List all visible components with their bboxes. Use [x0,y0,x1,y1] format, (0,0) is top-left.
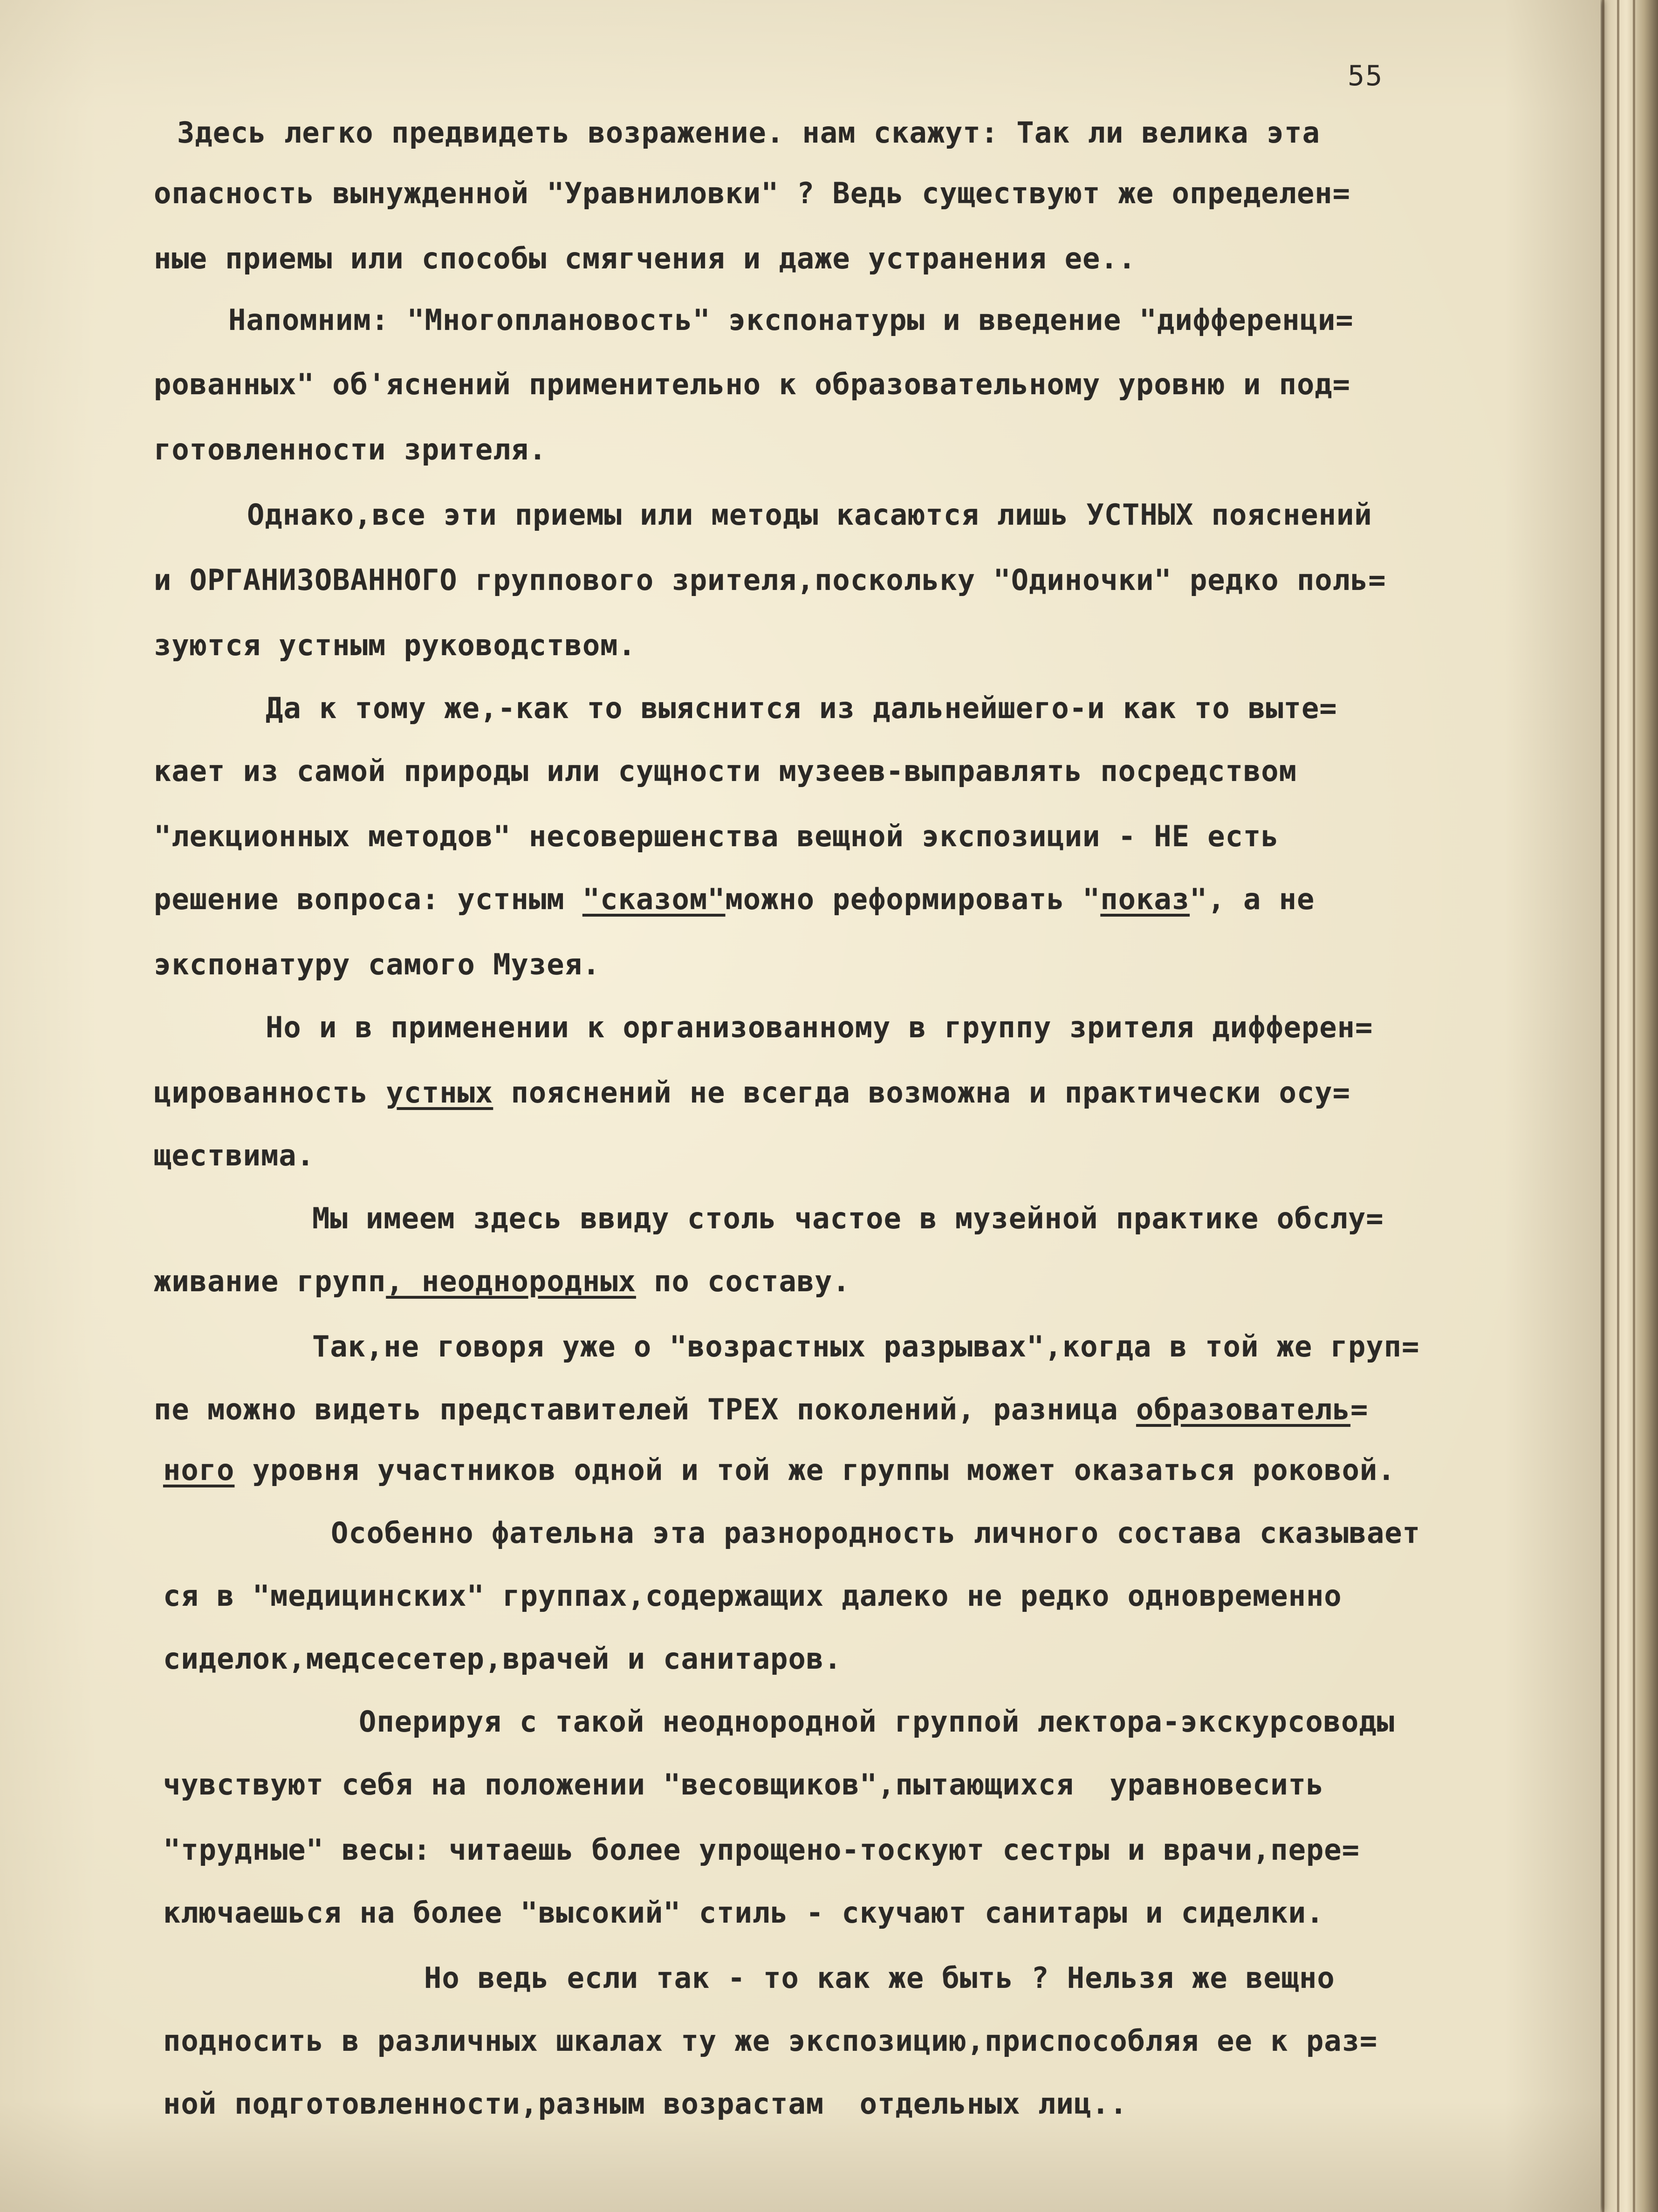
text-line: Но ведь если так - то как же быть ? Нельзя же вещно [424,1961,1335,1995]
text-line: ся в "медицинских" группах,содержащих далеко не редко одновременно [163,1579,1342,1613]
text-line: готовленности зрителя. [154,432,547,466]
text-line: ключаешься на более "высокий" стиль - скучают санитары и сиделки. [163,1896,1324,1930]
text-line: зуются устным руководством. [154,628,636,662]
text-line: экспонатуру самого Музея. [154,947,601,981]
text-line: пе можно видеть представителей ТРЕХ поколений, разница образователь= [154,1392,1369,1426]
text-line: сиделок,медсесетер,врачей и санитаров. [163,1642,842,1676]
text-line: и ОРГАНИЗОВАННОГО группового зрителя,поскольку "Одиночки" редко поль= [154,563,1386,597]
text-line: Так,не говоря уже о "возрастных разрывах",когда в той же груп= [312,1329,1420,1363]
text-line: Мы имеем здесь ввиду столь частое в музейной практике обслу= [312,1201,1384,1235]
text-line: подносить в различных шкалах ту же экспозицию,приспособляя ее к раз= [163,2024,1378,2058]
text-line: опасность вынужденной "Уравниловки" ? Ведь существуют же определен= [154,176,1350,210]
text-line: Здесь легко предвидеть возражение. нам скажут: Так ли велика эта [177,116,1320,150]
text-line: чувствуют себя на положении "весовщиков",пытающихся уравновесить [163,1767,1324,1801]
page-number: 55 [1348,60,1384,92]
text-line: ного уровня участников одной и той же группы может оказаться роковой. [163,1453,1396,1487]
text-line: "трудные" весы: читаешь более упрощено-тоскуют сестры и врачи,пере= [163,1833,1360,1867]
text-line: ные приемы или способы смягчения и даже устранения ее.. [154,241,1136,275]
text-line: кает из самой природы или сущности музеев-выправлять посредством [154,754,1297,788]
text-line: цированность устных пояснений не всегда возможна и практически осу= [154,1075,1350,1109]
text-line: живание групп, неоднородных по составу. [154,1264,850,1298]
text-line: Напомним: "Многоплановость" экспонатуры и введение "дифференци= [228,303,1354,337]
text-line: Но и в применении к организованному в группу зрителя дифферен= [266,1010,1373,1044]
text-line: Оперируя с такой неоднородной группой лектора-экскурсоводы [359,1705,1395,1739]
text-line: Однако,все эти приемы или методы касаются лишь УСТНЫХ пояснений [247,498,1372,532]
text-line: решение вопроса: устным "сказом"можно реформировать "показ", а не [154,882,1315,916]
text-line: рованных" об'яснений применительно к образовательному уровню и под= [154,367,1350,401]
text-line: Да к тому же,-как то выяснится из дальнейшего-и как то выте= [266,691,1337,725]
text-line: "лекционных методов" несовершенства вещной экспозиции - НЕ есть [154,819,1279,853]
text-line: ной подготовленности,разным возрастам отдельных лиц.. [163,2087,1128,2121]
text-line: Особенно фательна эта разнородность личного состава сказывает [331,1516,1420,1550]
text-line: ществима. [154,1138,315,1172]
